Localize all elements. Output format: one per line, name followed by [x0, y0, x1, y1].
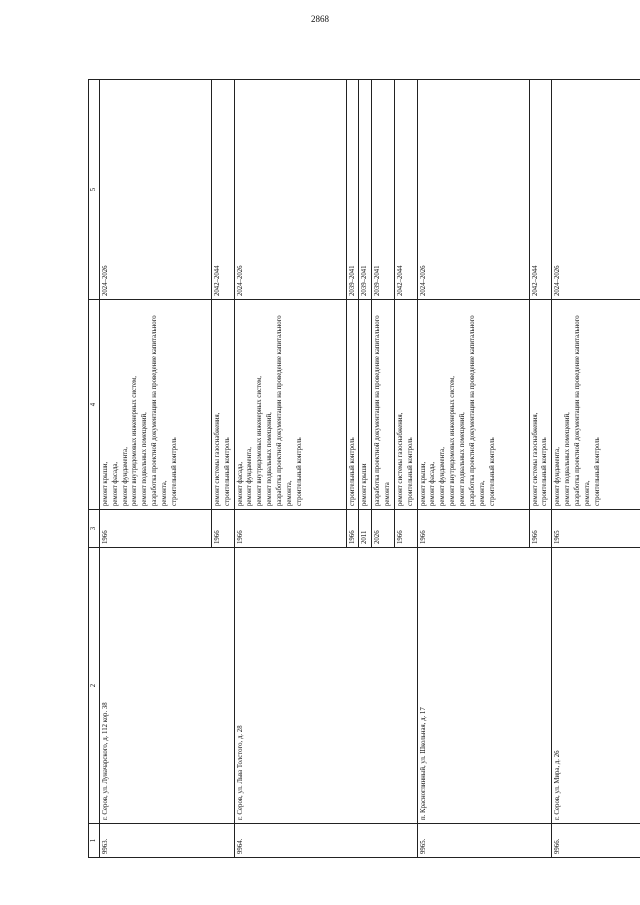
- period-cell: 2042–2044: [211, 80, 234, 300]
- work-cell: ремонт крыши: [359, 300, 372, 510]
- period-cell: 2024–2026: [99, 80, 211, 300]
- address-cell: п. Красноглинный, ул. Школьная, д. 17: [417, 548, 552, 824]
- table-row: [99, 80, 211, 858]
- column-header: 2: [89, 548, 100, 824]
- year-cell: 1966: [234, 510, 346, 548]
- table-body: [99, 80, 640, 858]
- column-header: 3: [89, 510, 100, 548]
- period-cell: 2042–2044: [529, 80, 552, 300]
- row-number: 9965.: [417, 824, 552, 858]
- period-cell: 2024–2026: [552, 80, 640, 300]
- row-number: 9963.: [99, 824, 234, 858]
- column-header: 5: [89, 80, 100, 300]
- year-cell: 1966: [417, 510, 529, 548]
- work-cell: ремонт фасада, ремонт фундамента, ремонт внутридомовых инженерных систем, ремонт подвальных помещений, разработка проектной документации на проведение капитального ремонта, строительный контроль: [234, 300, 346, 510]
- column-header: 4: [89, 300, 100, 510]
- period-cell: 2039–2041: [346, 80, 359, 300]
- address-cell: г. Серов, ул. Луначарского, д. 112 кор. 38: [99, 548, 234, 824]
- work-cell: ремонт системы газоснабжения, строительный контроль: [394, 300, 417, 510]
- address-cell: г. Серов, ул. Льва Толстого, д. 28: [234, 548, 417, 824]
- table-row: [417, 80, 529, 858]
- header-row: [89, 80, 100, 858]
- row-number: 9966.: [552, 824, 640, 858]
- period-cell: 2039–2041: [359, 80, 372, 300]
- address-cell: г. Серов, ул. Мира, д. 26: [552, 548, 640, 824]
- year-cell: 2026: [372, 510, 395, 548]
- table-row: [552, 80, 640, 858]
- year-cell: 1966: [394, 510, 417, 548]
- page-number: 2868: [311, 14, 329, 24]
- row-number: 9964.: [234, 824, 417, 858]
- work-cell: ремонт крыши, ремонт фасада, ремонт фундамента, ремонт внутридомовых инженерных систем, ремонт подвальных помещений, разработка проектной документации на проведение капитального ремонта, строительный контроль: [417, 300, 529, 510]
- work-cell: строительный контроль: [346, 300, 359, 510]
- table-area: [88, 80, 601, 858]
- work-cell: ремонт системы газоснабжения, строительный контроль: [211, 300, 234, 510]
- year-cell: 1966: [99, 510, 211, 548]
- work-cell: ремонт фундамента, ремонт подвальных помещений, разработка проектной документации на проведение капитального ремонта, строительный контроль: [552, 300, 640, 510]
- year-cell: 1966: [211, 510, 234, 548]
- period-cell: 2024–2026: [417, 80, 529, 300]
- column-header: 1: [89, 824, 100, 858]
- period-cell: 2042–2044: [394, 80, 417, 300]
- work-cell: ремонт крыши, ремонт фасада, ремонт фундамента, ремонт внутридомовых инженерных систем, ремонт подвальных помещений, разработка проектной документации на проведение капитального ремонта, строительный контроль: [99, 300, 211, 510]
- rotated-sheet: [88, 80, 601, 858]
- work-cell: разработка проектной документации на проведение капитального ремонта: [372, 300, 395, 510]
- year-cell: 2011: [359, 510, 372, 548]
- year-cell: 1966: [529, 510, 552, 548]
- table-row: [234, 80, 346, 858]
- period-cell: 2024–2026: [234, 80, 346, 300]
- period-cell: 2039–2041: [372, 80, 395, 300]
- year-cell: 1965: [552, 510, 640, 548]
- repair-schedule-table: [88, 79, 640, 858]
- work-cell: ремонт системы газоснабжения, строительный контроль: [529, 300, 552, 510]
- year-cell: 1966: [346, 510, 359, 548]
